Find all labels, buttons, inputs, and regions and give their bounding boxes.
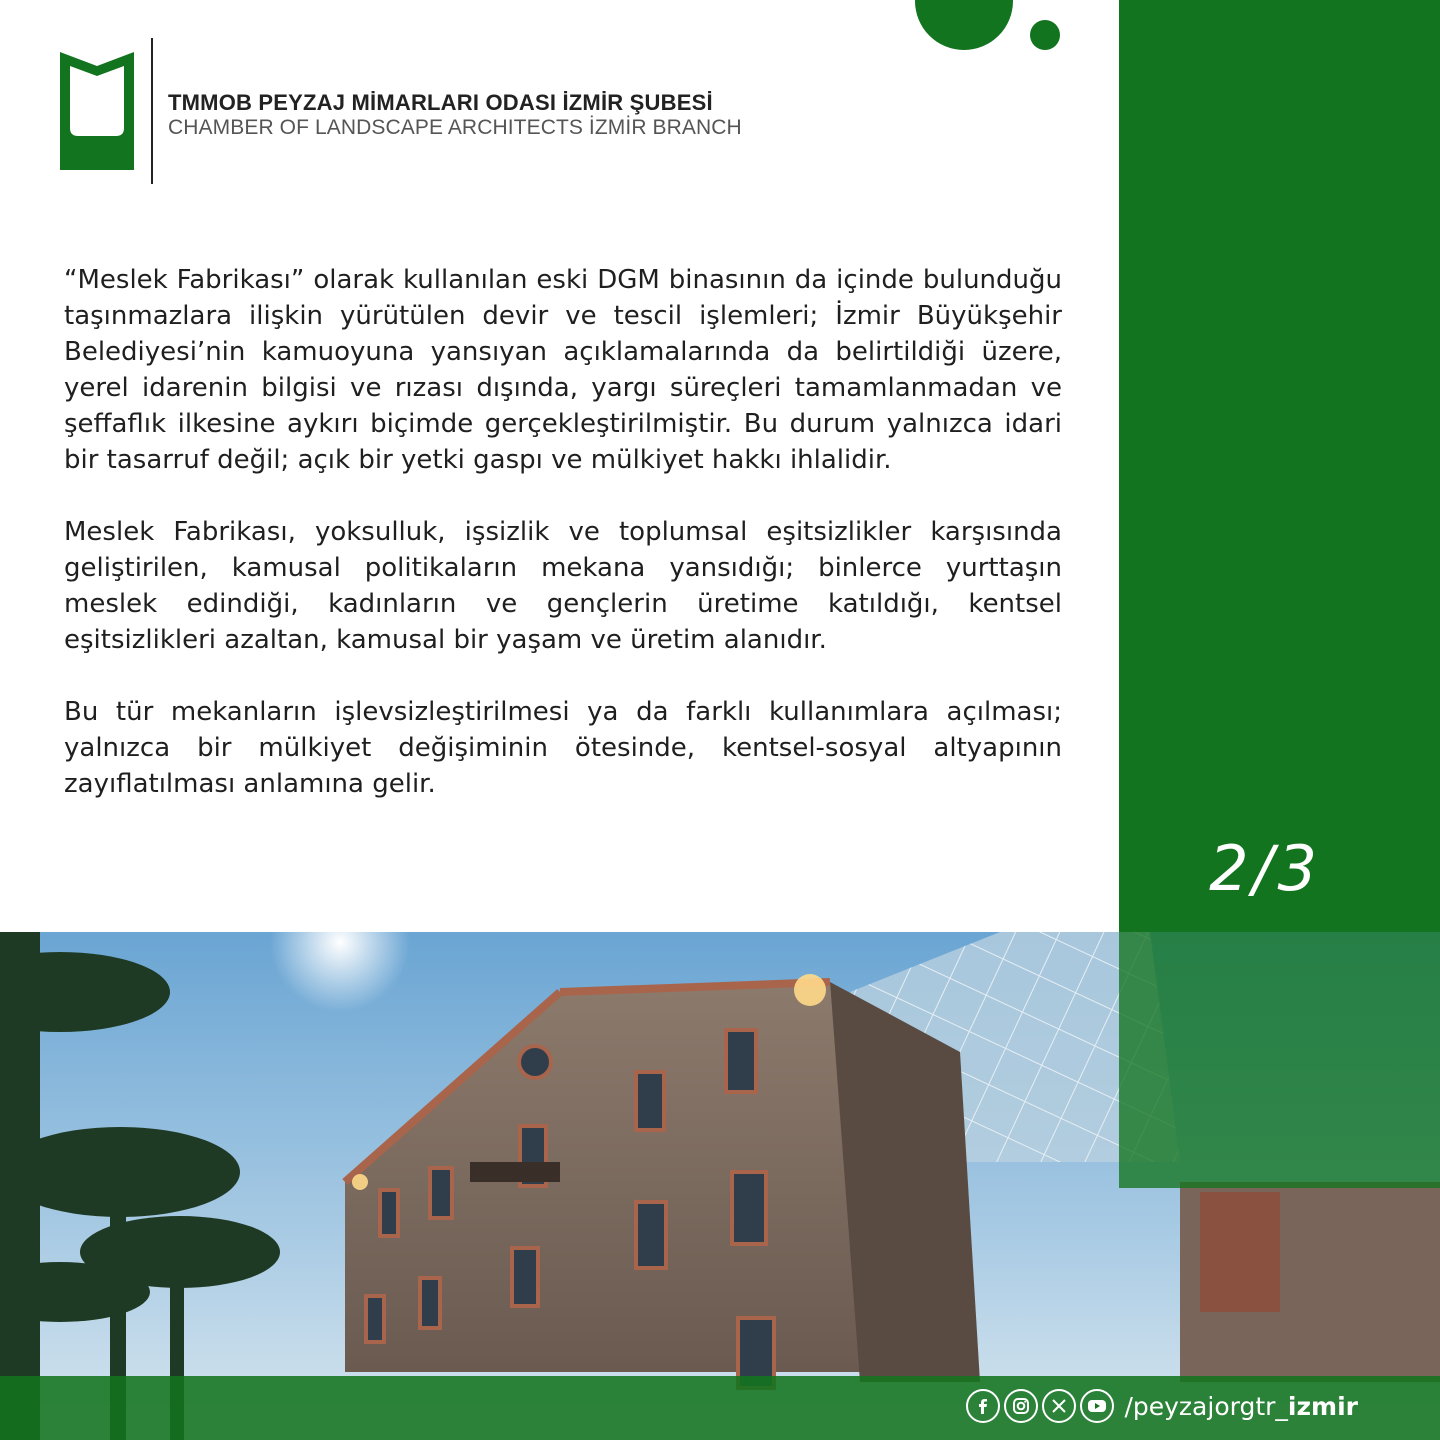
handle-suffix: izmir [1287, 1391, 1358, 1421]
facebook-icon[interactable] [966, 1389, 1000, 1423]
organization-name-english: CHAMBER OF LANDSCAPE ARCHITECTS İZMİR BRANCH [168, 116, 742, 139]
social-links [966, 1386, 1358, 1426]
youtube-icon[interactable] [1080, 1389, 1114, 1423]
x-icon[interactable] [1042, 1389, 1076, 1423]
building-photo [0, 932, 1440, 1440]
handle-prefix: /peyzajorgtr_ [1124, 1391, 1288, 1421]
social-handle[interactable] [1124, 1392, 1358, 1421]
paragraph-1: “Meslek Fabrikası” olarak kullanılan eski DGM binasının da içinde bulunduğu taşınmazlara ilişkin yürütülen devir ve tescil işlemleri; İzmir Büyükşehir Belediyesi’nin kamuoyuna yansıyan açıklamalarında da belirtildiği üzere, yerel idarenin bilgisi ve rızası dışında, yargı süreçleri tamamlanmadan ve şeffaflık ilkesine aykırı biçimde gerçekleştirilmiştir. Bu durum yalnızca idari bir tasarruf değil; açık bir yetki gaspı ve mülkiyet hakkı ihlalidir. [64, 265, 1062, 475]
organization-name: TMMOB PEYZAJ MİMARLARI ODASI İZMİR ŞUBESİ [168, 90, 713, 115]
page-indicator: 2/3 [1209, 832, 1321, 905]
decorative-circle-large [915, 0, 1013, 50]
paragraph-3: Bu tür mekanların işlevsizleştirilmesi ya da farklı kullanımlara açılması; yalnızca bir mülkiyet değişiminin ötesinde, kentsel-sosyal altyapının zayıflatılması anlamına gelir. [64, 697, 1062, 799]
statement-text [64, 262, 1062, 838]
chamber-logo [60, 52, 134, 170]
header-divider [151, 38, 153, 184]
instagram-icon[interactable] [1004, 1389, 1038, 1423]
paragraph-2: Meslek Fabrikası, yoksulluk, işsizlik ve toplumsal eşitsizlikler karşısında geliştirilen, kamusal politikaların mekana yansıdığı; binlerce yurttaşın meslek edindiği, kadınların ve gençlerin üretime katıldığı, kentsel eşitsizlikleri azaltan, kamusal bir yaşam ve üretim alanıdır. [64, 517, 1062, 655]
decorative-circle-small [1030, 20, 1060, 50]
